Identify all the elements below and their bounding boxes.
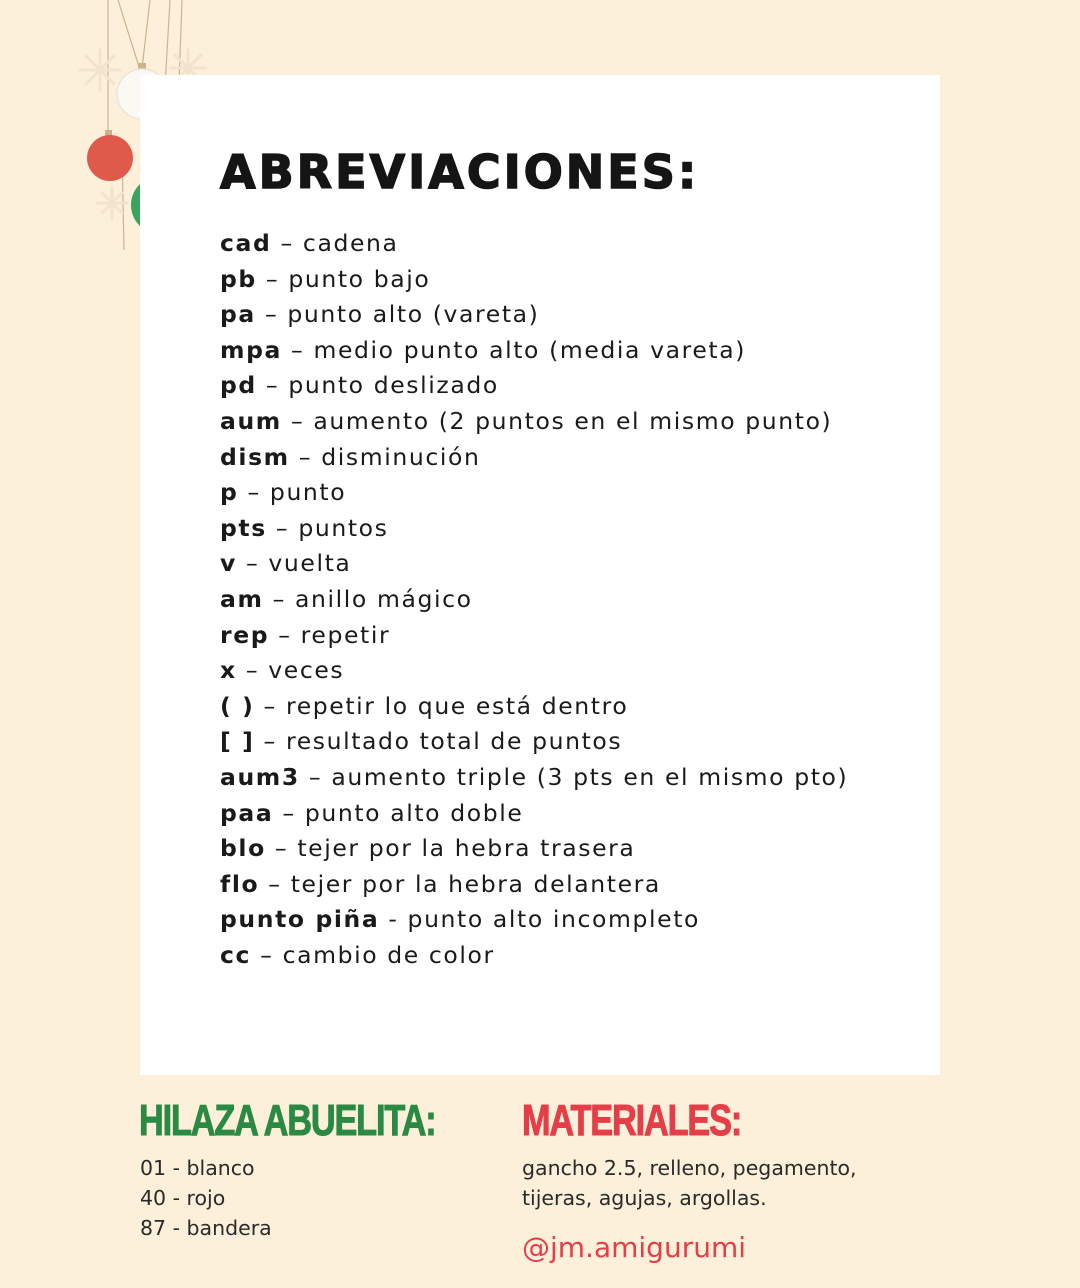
abbreviation-term: [ ] bbox=[220, 727, 255, 756]
abbreviation-item bbox=[220, 511, 848, 547]
abbreviation-definition: punto alto doble bbox=[304, 798, 524, 827]
abbreviation-item bbox=[220, 689, 848, 725]
abbreviation-separator: – bbox=[271, 229, 303, 257]
abbreviation-term: cc bbox=[220, 940, 252, 969]
abbreviation-separator: – bbox=[281, 406, 314, 435]
abbreviation-separator: – bbox=[236, 549, 269, 578]
social-handle: @jm.amigurumi bbox=[522, 1231, 746, 1264]
abbreviation-separator: – bbox=[273, 798, 305, 827]
abbreviation-separator: – bbox=[238, 478, 270, 507]
page-title: ABREVIACIONES: bbox=[220, 145, 700, 199]
materials-text: gancho 2.5, relleno, pegamento, tijeras, agujas, argollas. bbox=[522, 1156, 857, 1210]
abbreviation-definition: aumento (2 puntos en el mismo punto) bbox=[313, 406, 833, 435]
abbreviation-definition: repetir bbox=[300, 620, 391, 649]
abbreviation-item bbox=[220, 831, 848, 867]
abbreviation-item bbox=[220, 938, 848, 974]
abbreviation-definition: vuelta bbox=[268, 549, 352, 578]
abbreviation-item bbox=[220, 902, 848, 938]
abbreviation-separator: – bbox=[269, 620, 301, 649]
abbreviation-separator: – bbox=[254, 727, 286, 756]
abbreviation-term: blo bbox=[220, 834, 266, 863]
abbreviation-definition: punto alto (vareta) bbox=[287, 300, 540, 329]
abbreviation-term: aum bbox=[220, 406, 282, 435]
abbreviation-separator: – bbox=[281, 335, 314, 364]
abbreviation-item bbox=[220, 440, 848, 476]
abbreviation-term: pd bbox=[220, 371, 257, 400]
abbreviation-item bbox=[220, 546, 848, 582]
abbreviation-separator: – bbox=[265, 834, 298, 863]
abbreviations-list bbox=[220, 226, 848, 973]
abbreviation-separator: – bbox=[299, 762, 332, 791]
abbreviation-item bbox=[220, 475, 848, 511]
abbreviation-definition: anillo mágico bbox=[295, 584, 473, 613]
abbreviation-definition: medio punto alto (media vareta) bbox=[313, 335, 746, 364]
abbreviation-item bbox=[220, 796, 848, 832]
abbreviation-definition: punto bajo bbox=[288, 264, 431, 293]
abbreviation-definition: tejer por la hebra delantera bbox=[290, 869, 661, 898]
abbreviation-term: v bbox=[220, 549, 237, 578]
abbreviation-definition: punto deslizado bbox=[288, 371, 499, 400]
abbreviation-definition: punto bbox=[269, 478, 347, 507]
abbreviation-term: flo bbox=[220, 869, 260, 898]
abbreviation-term: ( ) bbox=[220, 691, 255, 720]
abbreviation-definition: punto alto incompleto bbox=[407, 905, 701, 934]
abbreviations-card bbox=[140, 75, 940, 1075]
materials-section-title: MATERIALES: bbox=[522, 1096, 742, 1145]
abbreviation-item bbox=[220, 653, 848, 689]
abbreviation-separator: – bbox=[256, 264, 289, 293]
abbreviation-definition: tejer por la hebra trasera bbox=[297, 834, 636, 863]
abbreviation-term: pa bbox=[220, 300, 256, 329]
abbreviation-separator: – bbox=[251, 940, 283, 969]
abbreviation-item bbox=[220, 226, 848, 262]
abbreviation-item bbox=[220, 262, 848, 298]
abbreviation-definition: veces bbox=[268, 656, 345, 685]
abbreviation-separator: – bbox=[259, 869, 291, 898]
abbreviation-item bbox=[220, 582, 848, 618]
abbreviation-term: p bbox=[220, 478, 239, 507]
abbreviation-term: cad bbox=[220, 229, 272, 257]
abbreviation-separator: – bbox=[256, 371, 289, 400]
abbreviation-term: dism bbox=[220, 442, 290, 471]
abbreviation-definition: repetir lo que está dentro bbox=[285, 691, 629, 720]
abbreviation-separator: – bbox=[263, 584, 296, 613]
abbreviation-term: pb bbox=[220, 264, 257, 293]
abbreviation-separator: – bbox=[266, 513, 299, 542]
abbreviation-term: x bbox=[220, 656, 237, 685]
abbreviation-separator: – bbox=[236, 656, 269, 685]
abbreviation-term: paa bbox=[220, 798, 274, 827]
abbreviation-item bbox=[220, 368, 848, 404]
yarn-color-item: 40 - rojo bbox=[140, 1186, 226, 1210]
abbreviation-definition: cambio de color bbox=[282, 940, 495, 969]
yarn-list bbox=[140, 1153, 272, 1243]
abbreviation-term: punto piña bbox=[220, 905, 380, 934]
abbreviation-term: rep bbox=[220, 620, 270, 649]
abbreviation-definition: resultado total de puntos bbox=[285, 727, 623, 756]
abbreviation-definition: aumento triple (3 pts en el mismo pto) bbox=[331, 762, 849, 791]
abbreviation-definition: puntos bbox=[298, 513, 389, 542]
abbreviation-term: mpa bbox=[220, 335, 282, 364]
abbreviation-separator: – bbox=[289, 442, 322, 471]
abbreviation-item bbox=[220, 867, 848, 903]
abbreviation-term: am bbox=[220, 584, 264, 613]
abbreviation-separator: - bbox=[379, 905, 408, 934]
abbreviation-item bbox=[220, 724, 848, 760]
abbreviation-definition: cadena bbox=[302, 229, 399, 257]
yarn-section-title: HILAZA ABUELITA: bbox=[139, 1096, 436, 1145]
abbreviation-item bbox=[220, 618, 848, 654]
abbreviation-item bbox=[220, 404, 848, 440]
abbreviation-definition: disminución bbox=[321, 442, 481, 471]
abbreviation-item bbox=[220, 760, 848, 796]
abbreviation-item bbox=[220, 297, 848, 333]
abbreviation-separator: – bbox=[254, 691, 286, 720]
abbreviation-separator: – bbox=[255, 300, 288, 329]
abbreviation-term: pts bbox=[220, 513, 267, 542]
yarn-color-item: 01 - blanco bbox=[140, 1156, 255, 1180]
abbreviation-item bbox=[220, 333, 848, 369]
yarn-color-item: 87 - bandera bbox=[140, 1216, 272, 1240]
abbreviation-term: aum3 bbox=[220, 762, 300, 791]
